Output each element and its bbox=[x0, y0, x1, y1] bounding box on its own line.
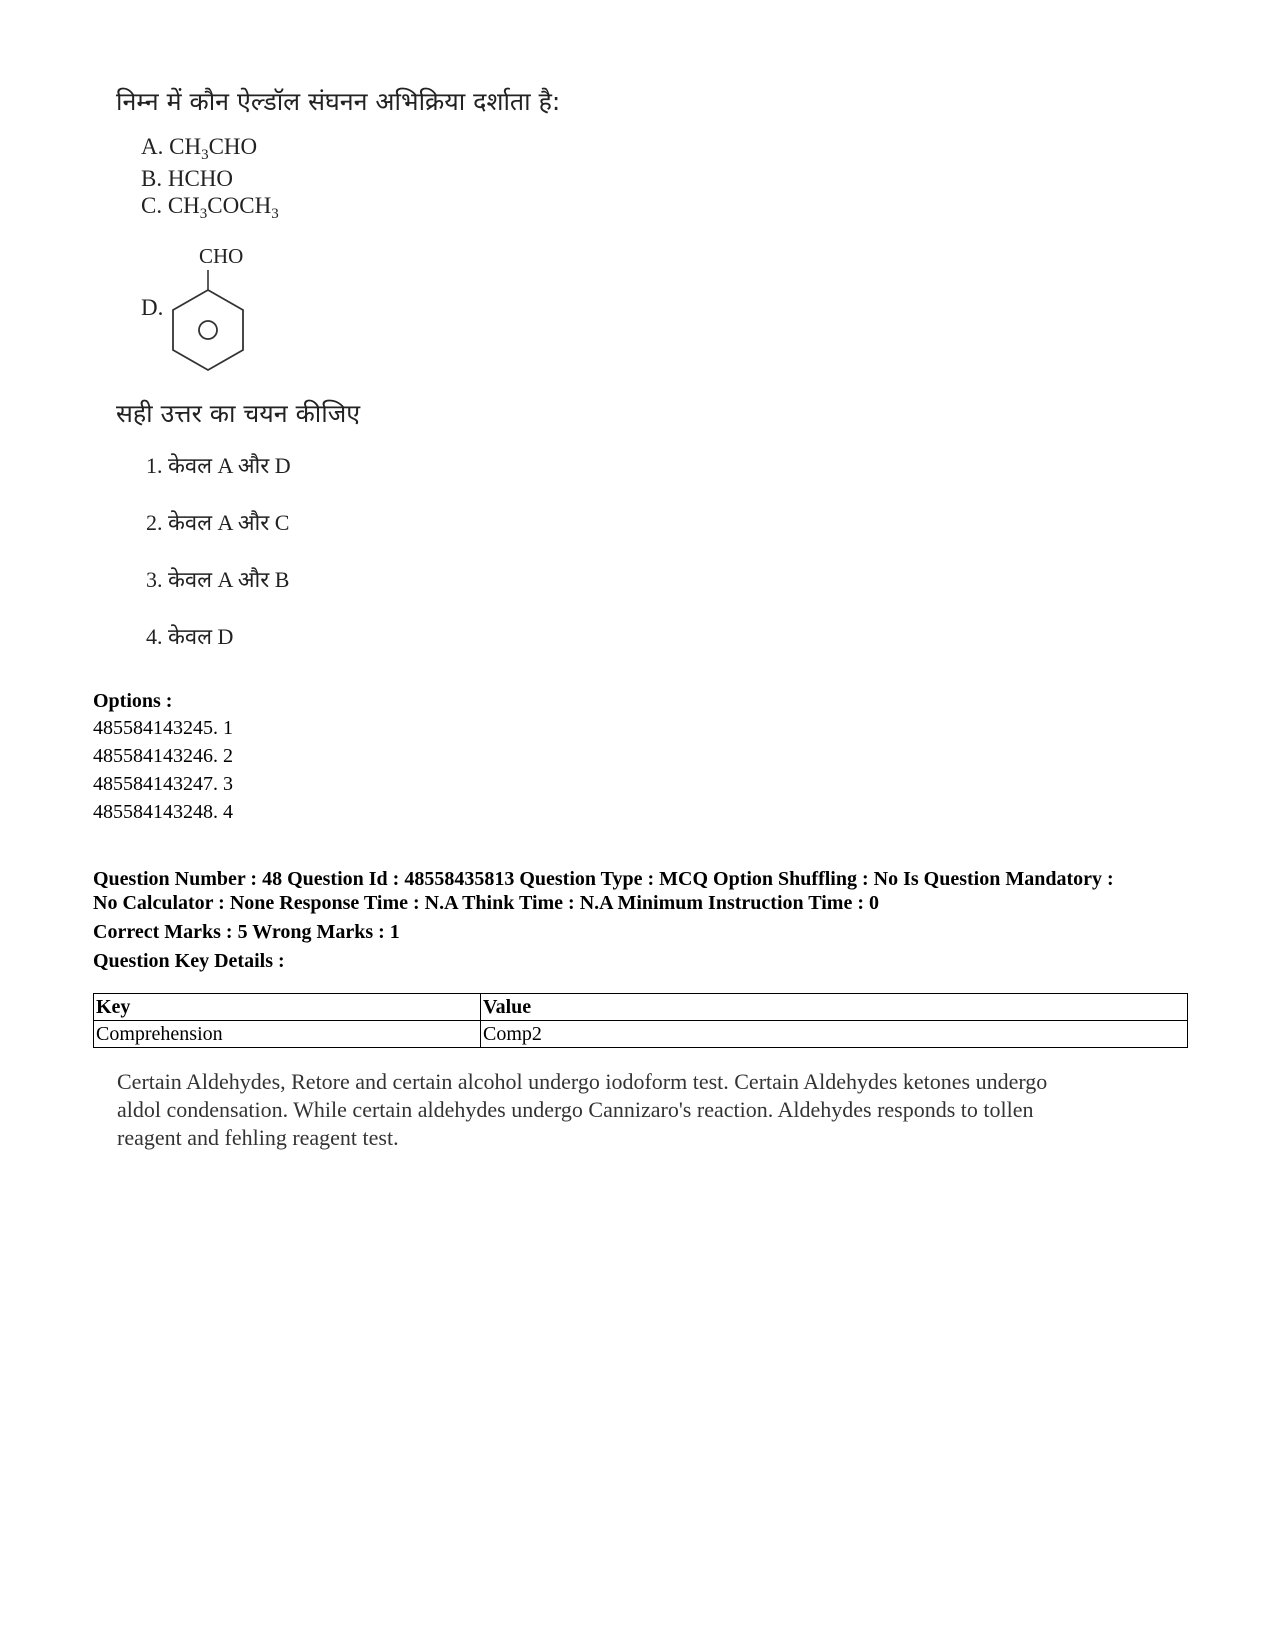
formula-part: HCHO bbox=[167, 166, 234, 191]
statement-letter: A. bbox=[141, 134, 164, 159]
answer-hindi: केवल bbox=[168, 511, 213, 536]
answer-and: और bbox=[237, 568, 270, 593]
options-label: Options : bbox=[93, 690, 173, 712]
comprehension-paragraph bbox=[117, 1068, 1117, 1152]
answer-hindi: केवल bbox=[168, 625, 213, 650]
cho-group-label: CHO bbox=[199, 244, 244, 268]
statement-c bbox=[141, 193, 279, 222]
answer-letter: A bbox=[217, 510, 233, 535]
answer-letter: A bbox=[217, 567, 233, 592]
formula-subscript: 3 bbox=[199, 206, 208, 222]
answer-letter: B bbox=[274, 567, 290, 592]
formula-part: CHO bbox=[208, 134, 258, 159]
cell-value: Comp2 bbox=[481, 1021, 1188, 1048]
key-details-table bbox=[93, 993, 1188, 1048]
option-item-4: 485584143248. 4 bbox=[93, 801, 233, 823]
answer-number: 4. bbox=[146, 624, 163, 649]
question-meta-line-2: No Calculator : None Response Time : N.A Think Time : N.A Minimum Instruction Time : 0 bbox=[93, 892, 879, 914]
option-item-3: 485584143247. 3 bbox=[93, 773, 233, 795]
table-row bbox=[94, 1021, 1188, 1048]
answer-letter: A bbox=[217, 453, 233, 478]
answer-number: 1. bbox=[146, 453, 163, 478]
statement-letter: C. bbox=[141, 193, 163, 218]
statement-a bbox=[141, 134, 258, 163]
key-details-label: Question Key Details : bbox=[93, 950, 285, 972]
statement-b bbox=[141, 166, 233, 192]
answer-and: और bbox=[237, 511, 270, 536]
answer-hindi: केवल bbox=[168, 568, 213, 593]
answer-letter: C bbox=[274, 510, 290, 535]
answer-number: 2. bbox=[146, 510, 163, 535]
question-meta-line-1: Question Number : 48 Question Id : 48558435813 Question Type : MCQ Option Shuffling : No Is Question Mandatory : bbox=[93, 868, 1114, 890]
answer-letter: D bbox=[274, 453, 291, 478]
answer-and: और bbox=[237, 454, 270, 479]
answer-choice-4 bbox=[146, 621, 233, 651]
option-item-1: 485584143245. 1 bbox=[93, 717, 233, 739]
formula-part: CH bbox=[169, 134, 202, 159]
header-value: Value bbox=[481, 994, 1188, 1021]
statement-d-letter: D. bbox=[141, 295, 164, 320]
formula-subscript: 3 bbox=[271, 206, 279, 222]
header-key: Key bbox=[94, 994, 481, 1021]
answer-choice-3 bbox=[146, 564, 289, 594]
question-prompt: निम्न में कौन ऐल्डॉल संघनन अभिक्रिया दर्शाता है: bbox=[116, 87, 561, 116]
option-item-2: 485584143246. 2 bbox=[93, 745, 233, 767]
cell-key: Comprehension bbox=[94, 1021, 481, 1048]
answer-number: 3. bbox=[146, 567, 163, 592]
answer-letter: D bbox=[217, 624, 234, 649]
comprehension-line: Certain Aldehydes, Retore and certain alcohol undergo iodoform test. Certain Aldehydes ketones undergo bbox=[117, 1069, 1048, 1094]
statement-letter: B. bbox=[141, 166, 163, 191]
marks-line: Correct Marks : 5 Wrong Marks : 1 bbox=[93, 921, 400, 943]
answer-choice-1 bbox=[146, 450, 291, 480]
answer-choice-2 bbox=[146, 507, 289, 537]
hexagon-ring bbox=[173, 290, 243, 370]
select-prompt: सही उत्तर का चयन कीजिए bbox=[116, 399, 361, 428]
benzene-ring-structure bbox=[160, 268, 250, 388]
formula-part: COCH bbox=[207, 193, 272, 218]
formula-subscript: 3 bbox=[201, 147, 209, 163]
answer-hindi: केवल bbox=[168, 454, 213, 479]
comprehension-line: reagent and fehling reagent test. bbox=[117, 1125, 399, 1150]
formula-part: CH bbox=[167, 193, 200, 218]
aromatic-circle bbox=[199, 321, 217, 339]
comprehension-line: aldol condensation. While certain aldehydes undergo Cannizaro's reaction. Aldehydes responds to tollen bbox=[117, 1097, 1034, 1122]
table-header-row bbox=[94, 994, 1188, 1021]
